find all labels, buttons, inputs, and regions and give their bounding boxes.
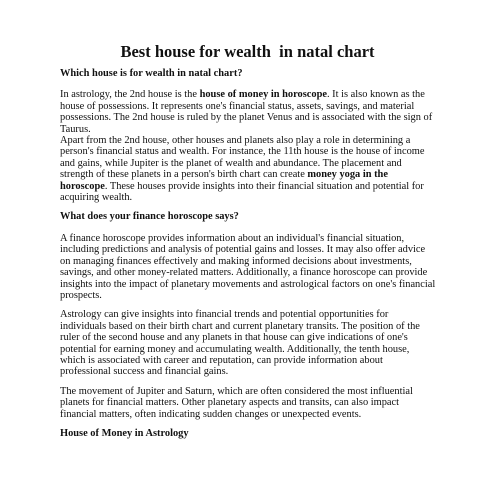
paragraph-text: In astrology, the 2nd house is the <box>60 89 200 101</box>
paragraph-finance-horoscope: A finance horoscope provides information about an individual's financial situation, including predictions and analysis of potential gains and losses. It may also offer advice on managing finances effectively and making informed decisions about investments, savings, and other money-related matters. Additionally, a finance horoscope can provide insights into the impact of planetary movements and astrological factors on one's financial prospects. <box>60 232 436 301</box>
bold-phrase: house of money in horoscope <box>199 89 327 101</box>
section-heading-finance-horoscope: What does your finance horoscope says? <box>60 211 239 223</box>
paragraph-astrology-insights: Astrology can give insights into financial trends and potential opportunities for individuals based on their birth chart and current planetary transits. The position of the ruler of the second house and any planets in that house can give indications of one's potential for earning money and accumulating wealth. Additionally, the tenth house, which is associated with career and reputation, can provide information about professional success and financial gains. <box>60 309 420 378</box>
paragraph-jupiter-saturn: The movement of Jupiter and Saturn, which are often considered the most influential planets for financial matters. Other planetary aspects and transits, can also impact financial matters, often indicating sudden changes or unexpected events. <box>60 385 413 420</box>
section-heading-wealth-house: Which house is for wealth in natal chart? <box>60 68 243 79</box>
paragraph-text: . These houses provide insights into their financial situation and potential for acquiring wealth. <box>60 180 424 204</box>
section-heading-house-of-money: House of Money in Astrology <box>60 427 189 439</box>
paragraph-text: Apart from the 2nd house, other houses and planets also play a role in determining a person's financial status and wealth. For instance, the 11th house is the house of income and gains, while Jupiter is the planet of wealth and abundance. The placement and strength of these planets in a person's birth chart can create <box>60 135 425 181</box>
document-title: Best house for wealth in natal chart <box>120 42 375 61</box>
bold-phrase: money yoga in the horoscope <box>60 169 388 192</box>
paragraph-text: . It is also known as the house of possessions. It represents one's financial status, assets, savings, and material possessions. The 2nd house is ruled by the planet Venus and is associated with the sign of Taurus. <box>60 89 433 135</box>
document-body <box>60 68 436 439</box>
paragraph-other-houses <box>60 135 436 203</box>
paragraph-second-house <box>60 89 436 135</box>
